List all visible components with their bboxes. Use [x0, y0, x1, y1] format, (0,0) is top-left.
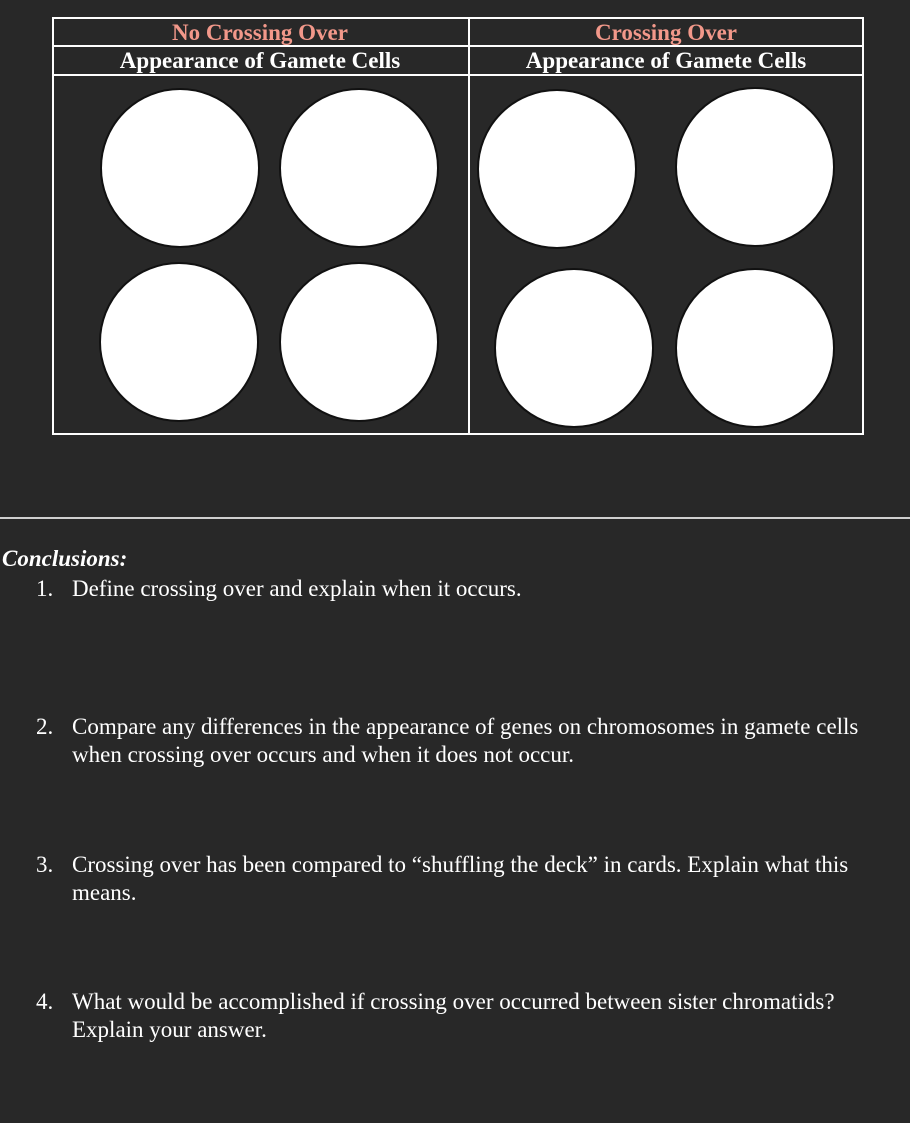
column-divider	[468, 19, 470, 433]
question-number: 2.	[36, 714, 54, 739]
gamete-comparison-table	[52, 17, 864, 435]
no-crossing-over-subtitle: Appearance of Gamete Cells	[119, 48, 401, 73]
conclusions-heading: Conclusions:	[2, 546, 128, 571]
gamete-cell-crossing-3[interactable]	[494, 268, 654, 428]
gamete-cell-no-crossing-3[interactable]	[99, 262, 259, 422]
question-number: 1.	[36, 576, 54, 601]
gamete-cell-crossing-1[interactable]	[477, 89, 637, 249]
question-1	[36, 575, 906, 603]
gamete-cell-no-crossing-1[interactable]	[100, 88, 260, 248]
crossing-over-title: Crossing Over	[594, 20, 738, 45]
question-2	[36, 713, 906, 769]
question-text: Define crossing over and explain when it occurs.	[72, 576, 522, 601]
header-divider-2	[54, 74, 862, 76]
gamete-cell-no-crossing-4[interactable]	[279, 262, 439, 422]
question-3	[36, 851, 906, 907]
question-text[interactable]: Crossing over has been compared to “shuffling the deck” in cards. Explain what this means.	[72, 852, 849, 905]
crossing-over-subtitle: Appearance of Gamete Cells	[525, 48, 807, 73]
gamete-cell-no-crossing-2[interactable]	[279, 88, 439, 248]
section-divider	[0, 517, 910, 519]
question-4	[36, 988, 906, 1044]
question-number: 4.	[36, 989, 54, 1014]
question-text: Compare any differences in the appearance of genes on chromosomes in gamete cells when crossing over occurs and when it does not occur.	[72, 714, 859, 767]
no-crossing-over-title: No Crossing Over	[172, 20, 348, 45]
question-text: What would be accomplished if crossing over occurred between sister chromatids? Explain your answer.	[72, 989, 835, 1042]
gamete-cell-crossing-2[interactable]	[675, 87, 835, 247]
question-number: 3.	[36, 852, 54, 877]
gamete-cell-crossing-4[interactable]	[675, 268, 835, 428]
